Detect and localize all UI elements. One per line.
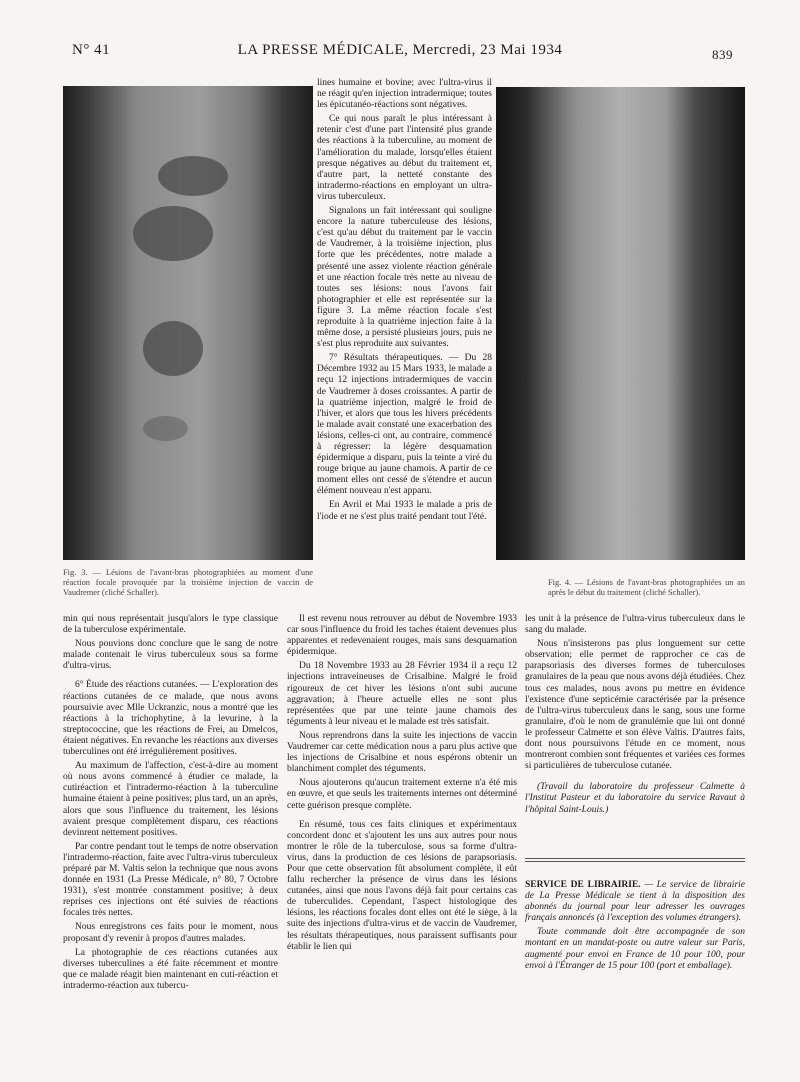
paragraph: En Avril et Mai 1933 le malade a pris de l'iode et ne s'est plus traité pendant tout l'été.	[317, 500, 492, 522]
service-text: — Le service de librairie de La Presse Médicale se tient à la disposition des abonnés du journal pour leur adresser les ouvrages français annoncés (à l'exception des volumes étrangers).	[525, 880, 745, 924]
paragraph: lines humaine et bovine; avec l'ultra-virus il ne réagit qu'en injection intradermique; toutes les épicutanéo-réactions sont négatives.	[317, 78, 492, 111]
paragraph: Nous reprendrons dans la suite les injections de vaccin Vaudremer car cette médication nous a paru plus active que les injections de Crisalbine et nous espérons obtenir un blanchiment complet des téguments.	[287, 730, 517, 775]
right-column	[525, 614, 745, 819]
issue-number: N° 41	[72, 42, 111, 58]
footnote: (Travail du laboratoire du professeur Calmette à l'Institut Pasteur et du laboratoire du service Ravaut à l'hôpital Saint-Louis.)	[525, 782, 745, 815]
left-column	[63, 614, 278, 995]
paragraph: En résumé, tous ces faits cliniques et expérimentaux concordent donc et s'ajoutent les uns aux autres pour nous montrer le rôle de la tuberculose, sous sa forme d'ultra-virus, dans la production de ces lésions de parapsoriasis. Pour que cette observation fût absolument complète, il eût fallu rechercher la présence de virus dans les lésions cutanées, ainsi que nous l'avons déjà fait pour certains cas de tuberculides. Cependant, l'aspect histologique des lésions, les réactions focales dont elles ont été le siège, à la suite des injections d'ultra-virus et de vaccin de Vaudremer, les résultats thérapeutiques, nous paraissent suffisants pour établir le lien qui	[287, 819, 517, 952]
paragraph: min qui nous représentait jusqu'alors le type classique de la tuberculose expérimentale.	[63, 614, 278, 636]
figure-4-photo	[496, 87, 745, 560]
paragraph: Nous enregistrons ces faits pour le moment, nous proposant d'y revenir à propos d'autres malades.	[63, 922, 278, 944]
service-text: Toute commande doit être accompagnée de son montant en un mandat-poste ou autre valeur sur Paris, augmenté pour envoi en France de 10 pour 100, pour envoi à l'Étranger de 15 pour 100 (port et emballage).	[525, 927, 745, 971]
paragraph: Du 18 Novembre 1933 au 28 Février 1934 il a reçu 12 injections intraveineuses de Crisalbine. Malgré le froid rigoureux de cet hiver les lésions n'ont subi aucune aggravation; à l'heure actuelle elles ne sont plus représentées que par une teinte jaune chamois des téguments à leur niveau et le malade est très satisfait.	[287, 661, 517, 727]
figure-3-caption: Fig. 3. — Lésions de l'avant-bras photographiées au moment d'une réaction focale provoquée par la troisième injection de vaccin de Vaudremer (cliché Schaller).	[63, 568, 313, 597]
paragraph: Par contre pendant tout le temps de notre observation l'intradermo-réaction, faite avec l'ultra-virus tuberculeux préparé par M. Valtis selon la technique que nous avons donnée en 1931 (La Presse Médicale, n° 80, 7 Octobre 1931), s'est montrée constamment positive; à deux reprises ces injections ont été suivies de réactions focales très nettes.	[63, 841, 278, 919]
figure-3-photo	[63, 86, 313, 560]
paragraph: Nous pouvions donc conclure que le sang de notre malade contenait le virus tuberculeux sous sa forme d'ultra-virus.	[63, 639, 278, 672]
center-column	[317, 78, 492, 526]
divider	[525, 861, 745, 862]
service-librairie	[525, 880, 745, 975]
paragraph: Au maximum de l'affection, c'est-à-dire au moment où nous avons commencé à étudier ce malade, la cutiréaction et l'intradermo-réaction à la tuberculine humaine étaient à peine positives; plus tard, un an après, alors que sous l'influence du traitement, les lésions avaient presque complètement disparu, ces réactions devinrent nettement positives.	[63, 761, 278, 838]
paragraph: les unit à la présence de l'ultra-virus tuberculeux dans le sang du malade.	[525, 614, 745, 636]
paragraph: Il est revenu nous retrouver au début de Novembre 1933 car sous l'influence du froid les taches étaient devenues plus apparentes et redevenaient rouges, mais sans desquamation épidermique.	[287, 614, 517, 658]
paragraph: Nous n'insisterons pas plus longuement sur cette observation; elle permet de rapprocher ce cas de parapsoriasis des diverses formes de tuberculoses granulaires de la peau que nous avons déjà étudiées. Chez tous ces malades, nous avons pu mettre en évidence l'existence d'une septicémie caractérisée par la présence de l'ultra-virus tuberculeux dans le sang, sous une forme granulaire, d'où le nom de granulémie que lui ont donné le professeur Calmette et son élève Valtis. D'autres faits, dont nous poursuivons l'étude en ce moment, nous montreront combien sont fréquentes et variées ces formes si particulières de tuberculose cutanée.	[525, 639, 746, 772]
service-title: SERVICE DE LIBRAIRIE.	[525, 880, 641, 890]
page-number: 839	[712, 47, 733, 62]
paragraph: Ce qui nous paraît le plus intéressant à retenir c'est d'une part l'intensité plus grande des réactions à la tuberculine, au moment de l'amélioration du malade, lorsqu'elles étaient presque négatives au début du traitement et, d'autre part, la netteté constante des intradermo-réactions en employant un ultra-virus tuberculeux.	[317, 114, 492, 202]
paragraph: Nous ajouterons qu'aucun traitement externe n'a été mis en œuvre, et que seuls les traitements internes ont déterminé cette guérison presque complète.	[287, 778, 517, 811]
figure-4-caption: Fig. 4. — Lésions de l'avant-bras photographiées un an après le début du traitement (cliché Schaller).	[548, 578, 745, 597]
paragraph: 6° Étude des réactions cutanées. — L'exploration des réactions cutanées de ce malade, que nous avons poursuivie avec Mlle Uckranzic, nous a montré que les réactions à la trichophytine, à la levurine, à la streptococcine, que les réactions de Frei, au Dmelcos, étaient négatives. En revanche les réactions aux diverses tuberculines ont été irrégulièrement positives.	[63, 680, 278, 758]
middle-column	[287, 614, 517, 956]
paragraph: 7° Résultats thérapeutiques. — Du 28 Décembre 1932 au 15 Mars 1933, le malade a reçu 12 injections intradermiques de vaccin de Vaudremer à doses croissantes. A partir de la quatrième injection, malgré le froid de l'hiver, et alors que tous les hivers précédents le malade avait constaté une exacerbation des lésions, celles-ci ont, au contraire, commencé à régresser: la légère desquamation épidermique a disparu, puis la teinte a viré du rouge brique au jaune chamois. A partir de ce moment elles ont cessé de s'étendre et aucun élément nouveau n'est apparu.	[317, 353, 492, 497]
paragraph: La photographie de ces réactions cutanées aux diverses tuberculines a été faite récemment et montre que ce malade réagit bien maintenant en cuti-réaction et intradermo-réaction aux tubercu-	[63, 947, 278, 991]
divider	[525, 858, 745, 859]
journal-title: LA PRESSE MÉDICALE, Mercredi, 23 Mai 1934	[237, 42, 563, 58]
paragraph: Signalons un fait intéressant qui souligne encore la nature tuberculeuse des lésions, c'est qu'au début du traitement par le vaccin de Vaudremer, à la troisième injection, plus forte que les précédentes, notre malade a présenté une assez violente réaction générale et une réaction focale très nette au niveau de toutes ses lésions: nous l'avons fait photographier et elle est représentée sur la figure 3. La même réaction focale s'est reproduite à la quatrième injection faite à la même dose, a persisté plusieurs jours, puis ne s'est plus reproduite aux suivantes.	[317, 206, 492, 350]
